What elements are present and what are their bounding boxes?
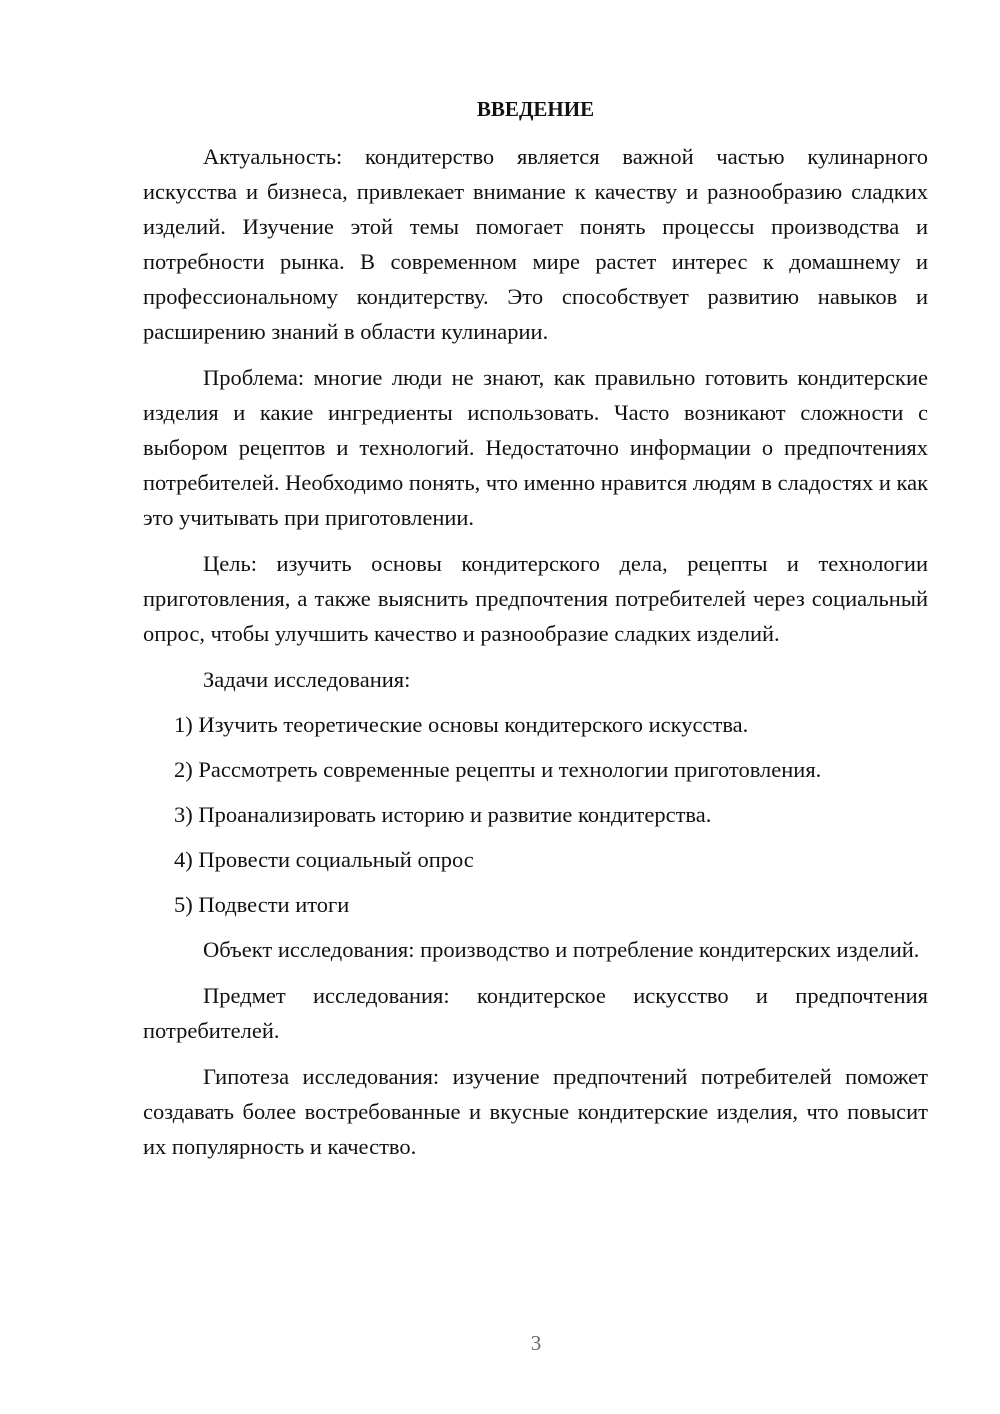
relevance-paragraph: Актуальность: кондитерство является важной частью кулинарного искусства и бизнеса, привлекает внимание к качеству и разнообразию сладких изделий. Изучение этой темы помогает понять процессы производства и потребности рынка. В современном мире растет интерес к домашнему и профессиональному кондитерству. Это способствует развитию навыков и расширению знаний в области кулинарии. [143, 144, 928, 344]
hypothesis-paragraph: Гипотеза исследования: изучение предпочтений потребителей поможет создавать более востребованные и вкусные кондитерские изделия, что повысит их популярность и качество. [143, 1064, 928, 1159]
list-item: 3) Проанализировать историю и развитие кондитерства. [174, 802, 712, 827]
tasks-heading: Задачи исследования: [203, 667, 411, 692]
page-title: ВВЕДЕНИЕ [476, 97, 595, 121]
problem-paragraph: Проблема: многие люди не знают, как правильно готовить кондитерские изделия и какие ингредиенты использовать. Часто возникают сложности с выбором рецептов и технологий. Недостаточно информации о предпочтениях потребителей. Необходимо понять, что именно нравится людям в сладостях и как это учитывать при приготовлении. [143, 365, 928, 530]
list-item: 1) Изучить теоретические основы кондитерского искусства. [174, 712, 749, 737]
tasks-list [143, 707, 928, 922]
object-paragraph: Объект исследования: производство и потребление кондитерских изделий. [203, 937, 920, 962]
page-content [143, 92, 928, 1175]
subject-paragraph: Предмет исследования: кондитерское искусство и предпочтения потребителей. [143, 983, 928, 1043]
list-item: 4) Провести социальный опрос [174, 847, 474, 872]
list-item: 5) Подвести итоги [174, 892, 350, 917]
goal-paragraph: Цель: изучить основы кондитерского дела, рецепты и технологии приготовления, а также выяснить предпочтения потребителей через социальный опрос, чтобы улучшить качество и разнообразие сладких изделий. [143, 551, 928, 646]
list-item: 2) Рассмотреть современные рецепты и технологии приготовления. [174, 757, 822, 782]
page-number: 3 [530, 1331, 542, 1355]
